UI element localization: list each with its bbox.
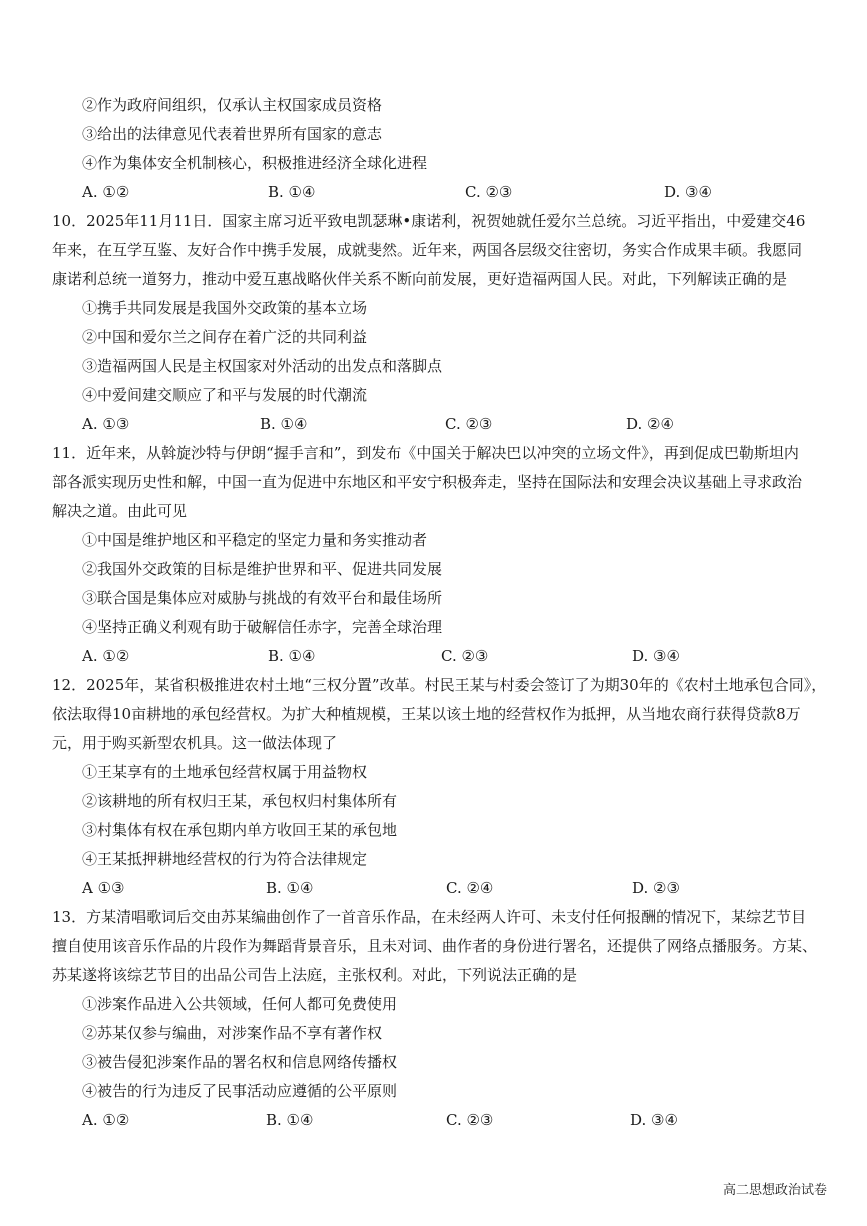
- question-stem: 11．近年来，从斡旋沙特与伊朗“握手言和”，到发布《中国关于解决巴以冲突的立场文件》，再到促成巴勒斯坦内: [52, 444, 799, 462]
- choice-a: A. ①②: [82, 183, 130, 201]
- statement-item: ③联合国是集体应对威胁与挑战的有效平台和最佳场所: [82, 589, 443, 607]
- choice-b: B. ①④: [268, 647, 316, 665]
- choice-b: B. ①④: [268, 183, 316, 201]
- statement-item: ①涉案作品进入公共领域，任何人都可免费使用: [82, 995, 398, 1013]
- choice-c: C. ②③: [441, 647, 489, 665]
- statement-item: ④王某抵押耕地经营权的行为符合法律规定: [82, 850, 368, 868]
- question-stem: 元，用于购买新型农机具。这一做法体现了: [52, 734, 338, 752]
- statement-item: ③村集体有权在承包期内单方收回王某的承包地: [82, 821, 398, 839]
- choice-d: D. ③④: [664, 183, 712, 201]
- question-stem: 擅自使用该音乐作品的片段作为舞蹈背景音乐，且未对词、曲作者的身份进行署名，还提供了网络点播服务。方某、: [52, 937, 818, 955]
- choice-a: A. ①②: [82, 647, 130, 665]
- choice-c: C. ②④: [446, 879, 494, 897]
- statement-item: ④坚持正确义利观有助于破解信任赤字，完善全球治理: [82, 618, 443, 636]
- choice-c: C. ②③: [445, 415, 493, 433]
- choice-d: D. ③④: [632, 647, 680, 665]
- statement-item: ②该耕地的所有权归王某，承包权归村集体所有: [82, 792, 398, 810]
- statement-item: ②中国和爱尔兰之间存在着广泛的共同利益: [82, 328, 368, 346]
- choice-c: C. ②③: [446, 1111, 494, 1129]
- statement-item: ③造福两国人民是主权国家对外活动的出发点和落脚点: [82, 357, 443, 375]
- choice-b: B. ①④: [260, 415, 308, 433]
- question-stem: 解决之道。由此可见: [52, 502, 188, 520]
- question-stem: 康诺利总统一道努力，推动中爱互惠战略伙伴关系不断向前发展，更好造福两国人民。对此，下列解读正确的是: [52, 270, 788, 288]
- statement-item: ③被告侵犯涉案作品的署名权和信息网络传播权: [82, 1053, 398, 1071]
- question-stem: 13．方某清唱歌词后交由苏某编曲创作了一首音乐作品，在未经两人许可、未支付任何报酬的情况下，某综艺节目: [52, 908, 807, 926]
- choice-d: D. ③④: [630, 1111, 678, 1129]
- statement-item: ④作为集体安全机制核心，积极推进经济全球化进程: [82, 154, 428, 172]
- question-stem: 部各派实现历史性和解，中国一直为促进中东地区和平安宁积极奔走，坚持在国际法和安理会决议基础上寻求政治: [52, 473, 803, 491]
- question-stem: 年来，在互学互鉴、友好合作中携手发展，成就斐然。近年来，两国各层级交往密切，务实合作成果丰硕。我愿同: [52, 241, 803, 259]
- choice-d: D. ②④: [626, 415, 674, 433]
- statement-item: ②我国外交政策的目标是维护世界和平、促进共同发展: [82, 560, 443, 578]
- choice-a: A ①③: [82, 879, 125, 897]
- choice-a: A. ①②: [82, 1111, 130, 1129]
- choice-d: D. ②③: [632, 879, 680, 897]
- question-stem: 苏某遂将该综艺节目的出品公司告上法庭，主张权利。对此，下列说法正确的是: [52, 966, 578, 984]
- question-stem: 12．2025年，某省积极推进农村土地“三权分置”改革。村民王某与村委会签订了为期30年的《农村土地承包合同》，: [52, 676, 827, 694]
- choice-b: B. ①④: [266, 1111, 314, 1129]
- choice-a: A. ①③: [82, 415, 130, 433]
- statement-item: ②作为政府间组织，仅承认主权国家成员资格: [82, 96, 383, 114]
- statement-item: ①王某享有的土地承包经营权属于用益物权: [82, 763, 368, 781]
- statement-item: ③给出的法律意见代表着世界所有国家的意志: [82, 125, 383, 143]
- statement-item: ①中国是维护地区和平稳定的坚定力量和务实推动者: [82, 531, 428, 549]
- statement-item: ④被告的行为违反了民事活动应遵循的公平原则: [82, 1082, 398, 1100]
- statement-item: ④中爱间建交顺应了和平与发展的时代潮流: [82, 386, 368, 404]
- question-stem: 10．2025年11月11日．国家主席习近平致电凯瑟琳•康诺利，祝贺她就任爱尔兰总统。习近平指出，中爱建交46: [52, 212, 806, 230]
- question-stem: 依法取得10亩耕地的承包经营权。为扩大种植规模，王某以该土地的经营权作为抵押，从当地农商行获得贷款8万: [52, 705, 801, 723]
- statement-item: ②苏某仅参与编曲，对涉案作品不享有著作权: [82, 1024, 383, 1042]
- choice-b: B. ①④: [266, 879, 314, 897]
- statement-item: ①携手共同发展是我国外交政策的基本立场: [82, 299, 368, 317]
- choice-c: C. ②③: [465, 183, 513, 201]
- page-footer: 高二思想政治试卷: [722, 1183, 827, 1198]
